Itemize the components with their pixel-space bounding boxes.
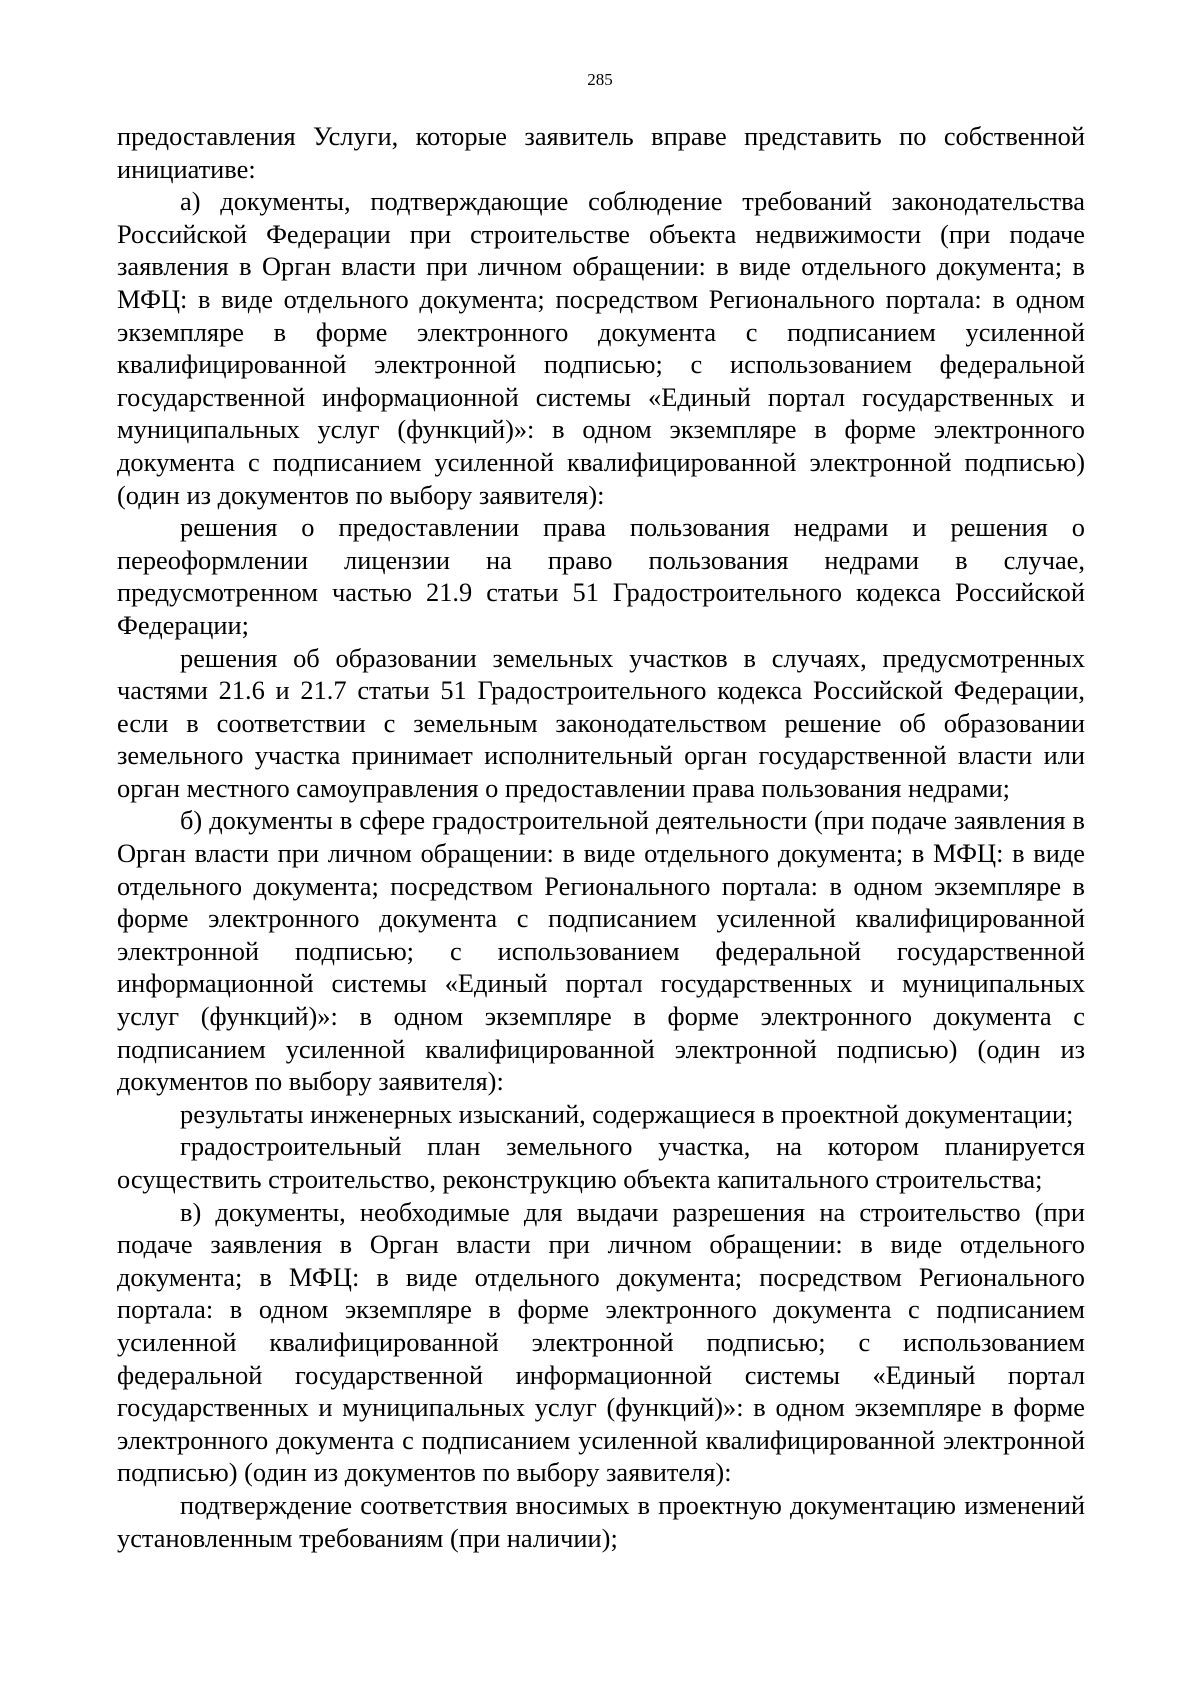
paragraph-item-b: б) документы в сфере градостроительной деятельности (при подаче заявления в Орган власти при личном обращении: в виде отдельного документа; в МФЦ: в виде отдельного документа; посредством Регионального портала: в одном экземпляре в форме электронного документа с подписанием усиленной квалифицированной электронной подписью; с использованием федеральной государственной информационной системы «Единый портал государственных и муниципальных услуг (функций)»: в одном экземпляре в форме электронного документа с подписанием усиленной квалифицированной электронной подписью) (один из документов по выбору заявителя): bbox=[117, 805, 1085, 1097]
paragraph-engineering-surveys: результаты инженерных изысканий, содержащиеся в проектной документации; bbox=[180, 1098, 1074, 1129]
paragraph-subsoil-decisions: решения о предоставлении права пользования недрами и решения о переоформлении лицензии на право пользования недрами в случае, предусмотренном частью 21.9 статьи 51 Градостроительного кодекса Российской Федерации; bbox=[117, 512, 1085, 640]
paragraph-item-c: в) документы, необходимые для выдачи разрешения на строительство (при подаче заявления в Орган власти при личном обращении: в виде отдельного документа; в МФЦ: в виде отдельного документа; посредством Регионального портала: в одном экземпляре в форме электронного документа с подписанием усиленной квалифицированной электронной подписью; с использованием федеральной государственной информационной системы «Единый портал государственных и муниципальных услуг (функций)»: в одном экземпляре в форме электронного документа с подписанием усиленной квалифицированной электронной подписью) (один из документов по выбору заявителя): bbox=[117, 1196, 1085, 1488]
paragraph-item-a: а) документы, подтверждающие соблюдение требований законодательства Российской Федерации при строительстве объекта недвижимости (при подаче заявления в Орган власти при личном обращении: в виде отдельного документа; в МФЦ: в виде отдельного документа; посредством Регионального портала: в одном экземпляре в форме электронного документа с подписанием усиленной квалифицированной электронной подписью; с использованием федеральной государственной информационной системы «Единый портал государственных и муниципальных услуг (функций)»: в одном экземпляре в форме электронного документа с подписанием усиленной квалифицированной электронной подписью) (один из документов по выбору заявителя): bbox=[117, 186, 1085, 510]
paragraph-continuation: предоставления Услуги, которые заявитель вправе представить по собственной инициативе: bbox=[117, 121, 1085, 184]
paragraph-compliance-confirmation: подтверждение соответствия вносимых в проектную документацию изменений установленным требованиям (при наличии); bbox=[117, 1489, 1085, 1553]
page-number: 285 bbox=[587, 70, 613, 89]
document-body bbox=[117, 120, 1085, 1554]
paragraph-urban-plan: градостроительный план земельного участка, на котором планируется осуществить строительство, реконструкцию объекта капитального строительства; bbox=[117, 1131, 1085, 1194]
paragraph-land-plot-decisions: решения об образовании земельных участков в случаях, предусмотренных частями 21.6 и 21.7 статьи 51 Градостроительного кодекса Российской Федерации, если в соответствии с земельным законодательством решение об образовании земельного участка принимает исполнительный орган государственной власти или орган местного самоуправления о предоставлении права пользования недрами; bbox=[117, 642, 1085, 803]
